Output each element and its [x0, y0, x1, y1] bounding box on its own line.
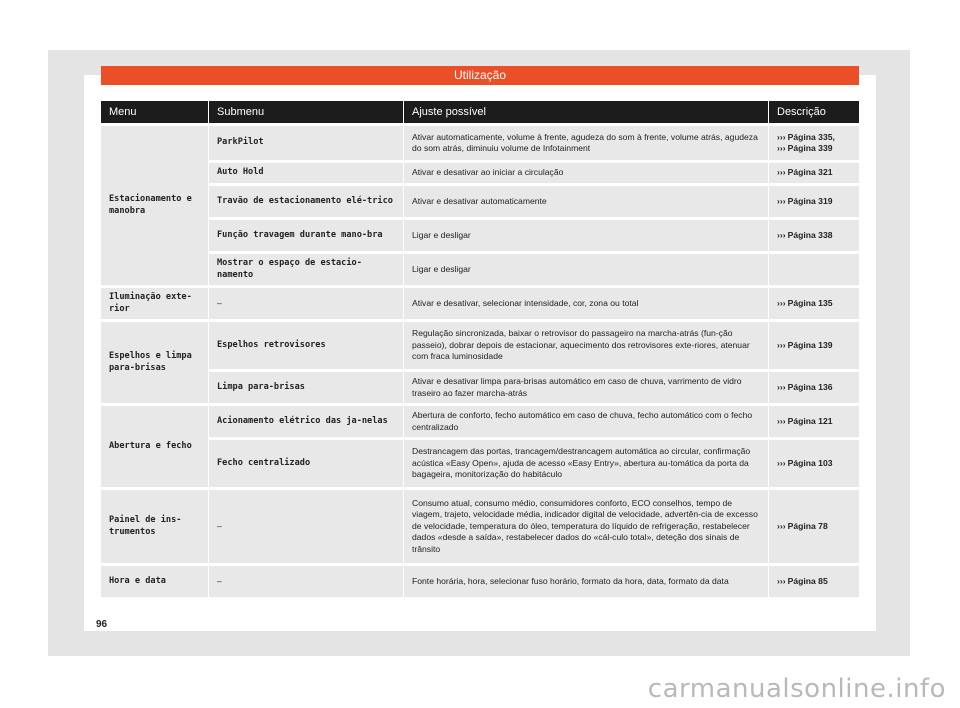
- page-number: 96: [96, 619, 108, 630]
- section-banner: Utilização: [101, 66, 859, 85]
- adjustment-cell: Consumo atual, consumo médio, consumidores conforto, ECO conselhos, tempo de viagem, trajeto, velocidade média, indicador digital de velocidade, advertên-cia de excesso de velocidade, temperatura do óleo, temperatura do líquido de refrigeração, restabelecer dados «desde a saída», restabelecer dados do «cál-culo total», deteção dos sinais de trânsito: [404, 490, 769, 563]
- description-cell: [769, 288, 859, 319]
- column-header-adjustment: Ajuste possível: [404, 101, 769, 123]
- description-cell: [769, 440, 859, 487]
- adjustment-cell: Fonte horária, hora, selecionar fuso horário, formato da hora, data, formato da data: [404, 566, 769, 597]
- page-ref-arrow: ›››: [777, 297, 786, 308]
- submenu-cell: Função travagem durante mano-bra: [209, 220, 404, 251]
- table-row: [101, 406, 859, 437]
- description-cell: [769, 406, 859, 437]
- submenu-cell: Fecho centralizado: [209, 440, 404, 487]
- table-row: [101, 186, 859, 217]
- table-row: [101, 490, 859, 563]
- description-cell: [769, 566, 859, 597]
- settings-table: [101, 98, 859, 600]
- submenu-cell: Auto Hold: [209, 163, 404, 183]
- page-reference-link[interactable]: Página 339: [787, 143, 833, 153]
- table-row: [101, 372, 859, 403]
- page-reference-link[interactable]: Página 319: [787, 195, 833, 206]
- table-row: [101, 322, 859, 369]
- page-reference-link[interactable]: Página 103: [787, 457, 833, 468]
- page-ref-arrow: ›››: [777, 520, 786, 531]
- description-cell: [769, 220, 859, 251]
- page-ref-arrow: ›››: [777, 229, 786, 240]
- adjustment-cell: Ligar e desligar: [404, 220, 769, 251]
- adjustment-cell: Ativar e desativar automaticamente: [404, 186, 769, 217]
- submenu-cell: Limpa para-brisas: [209, 372, 404, 403]
- page-ref-arrow: ›››: [777, 457, 786, 468]
- submenu-cell: Acionamento elétrico das ja-nelas: [209, 406, 404, 437]
- menu-cell: Abertura e fecho: [101, 406, 209, 487]
- description-cell: [769, 186, 859, 217]
- adjustment-cell: Abertura de conforto, fecho automático em caso de chuva, fecho automático com o fecho centralizado: [404, 406, 769, 437]
- menu-cell: Iluminação exte-rior: [101, 288, 209, 319]
- description-cell: [769, 372, 859, 403]
- table-row: [101, 254, 859, 285]
- page-ref-arrow: ›››: [777, 381, 786, 392]
- table-row: [101, 288, 859, 319]
- submenu-cell: Travão de estacionamento elé-trico: [209, 186, 404, 217]
- submenu-cell: –: [209, 490, 404, 563]
- menu-cell: Espelhos e limpa para-brisas: [101, 322, 209, 403]
- page-ref-arrow: ›››: [777, 339, 786, 350]
- description-cell: [769, 322, 859, 369]
- table-header-row: [101, 101, 859, 123]
- page-reference-link[interactable]: Página 85: [787, 575, 828, 586]
- page-ref-arrow: ›››: [777, 415, 786, 426]
- page-ref-arrow: ›››: [777, 167, 786, 178]
- description-cell: [769, 254, 859, 285]
- submenu-cell: ParkPilot: [209, 126, 404, 160]
- column-header-submenu: Submenu: [209, 101, 404, 123]
- page-reference-link[interactable]: Página 135: [787, 297, 833, 308]
- table-row: [101, 126, 859, 160]
- table-row: [101, 163, 859, 183]
- submenu-cell: –: [209, 288, 404, 319]
- page-reference-link[interactable]: Página 121: [787, 415, 833, 426]
- table-row: [101, 220, 859, 251]
- page-reference-link[interactable]: Página 321: [787, 167, 833, 178]
- menu-cell: Estacionamento e manobra: [101, 126, 209, 285]
- adjustment-cell: Regulação sincronizada, baixar o retrovisor do passageiro na marcha-atrás (fun-ção passeio), dobrar depois de estacionar, aquecimento dos retrovisores exte-riores, atenuar com fraca luminosidade: [404, 322, 769, 369]
- page-reference-link[interactable]: Página 338: [787, 229, 833, 240]
- menu-cell: Painel de ins-trumentos: [101, 490, 209, 563]
- adjustment-cell: Ativar automaticamente, volume à frente, agudeza do som à frente, volume atrás, agudeza do som atrás, diminuiu volume de Infotainment: [404, 126, 769, 160]
- page-ref-arrow: ›››: [777, 575, 786, 586]
- page-ref-arrow: ›››: [777, 195, 786, 206]
- adjustment-cell: Ativar e desativar, selecionar intensidade, cor, zona ou total: [404, 288, 769, 319]
- adjustment-cell: Ativar e desativar limpa para-brisas automático em caso de chuva, varrimento de vidro traseiro ao fazer marcha-atrás: [404, 372, 769, 403]
- page-reference-link[interactable]: Página 136: [787, 381, 833, 392]
- description-cell: [769, 163, 859, 183]
- adjustment-cell: Destrancagem das portas, trancagem/destrancagem automática ao circular, confirmação acústica «Easy Open», ajuda de acesso «Easy Entry», abertura au-tomática da porta da bagageira, monitorização do habitáculo: [404, 440, 769, 487]
- column-header-menu: Menu: [101, 101, 209, 123]
- submenu-cell: Mostrar o espaço de estacio-namento: [209, 254, 404, 285]
- table-row: [101, 566, 859, 597]
- table-row: [101, 440, 859, 487]
- column-header-description: Descrição: [769, 101, 859, 123]
- watermark-text: carmanualsonline.info: [647, 674, 946, 704]
- submenu-cell: –: [209, 566, 404, 597]
- description-cell: [769, 126, 859, 160]
- page-reference-link[interactable]: Página 78: [787, 520, 828, 531]
- adjustment-cell: Ativar e desativar ao iniciar a circulação: [404, 163, 769, 183]
- adjustment-cell: Ligar e desligar: [404, 254, 769, 285]
- page-ref-arrow: ›››: [777, 143, 786, 153]
- submenu-cell: Espelhos retrovisores: [209, 322, 404, 369]
- description-cell: [769, 490, 859, 563]
- menu-cell: Hora e data: [101, 566, 209, 597]
- page-ref-arrow: ›››: [777, 131, 786, 142]
- page-reference-link[interactable]: Página 139: [787, 339, 833, 350]
- page-reference-link[interactable]: Página 335,: [787, 131, 835, 142]
